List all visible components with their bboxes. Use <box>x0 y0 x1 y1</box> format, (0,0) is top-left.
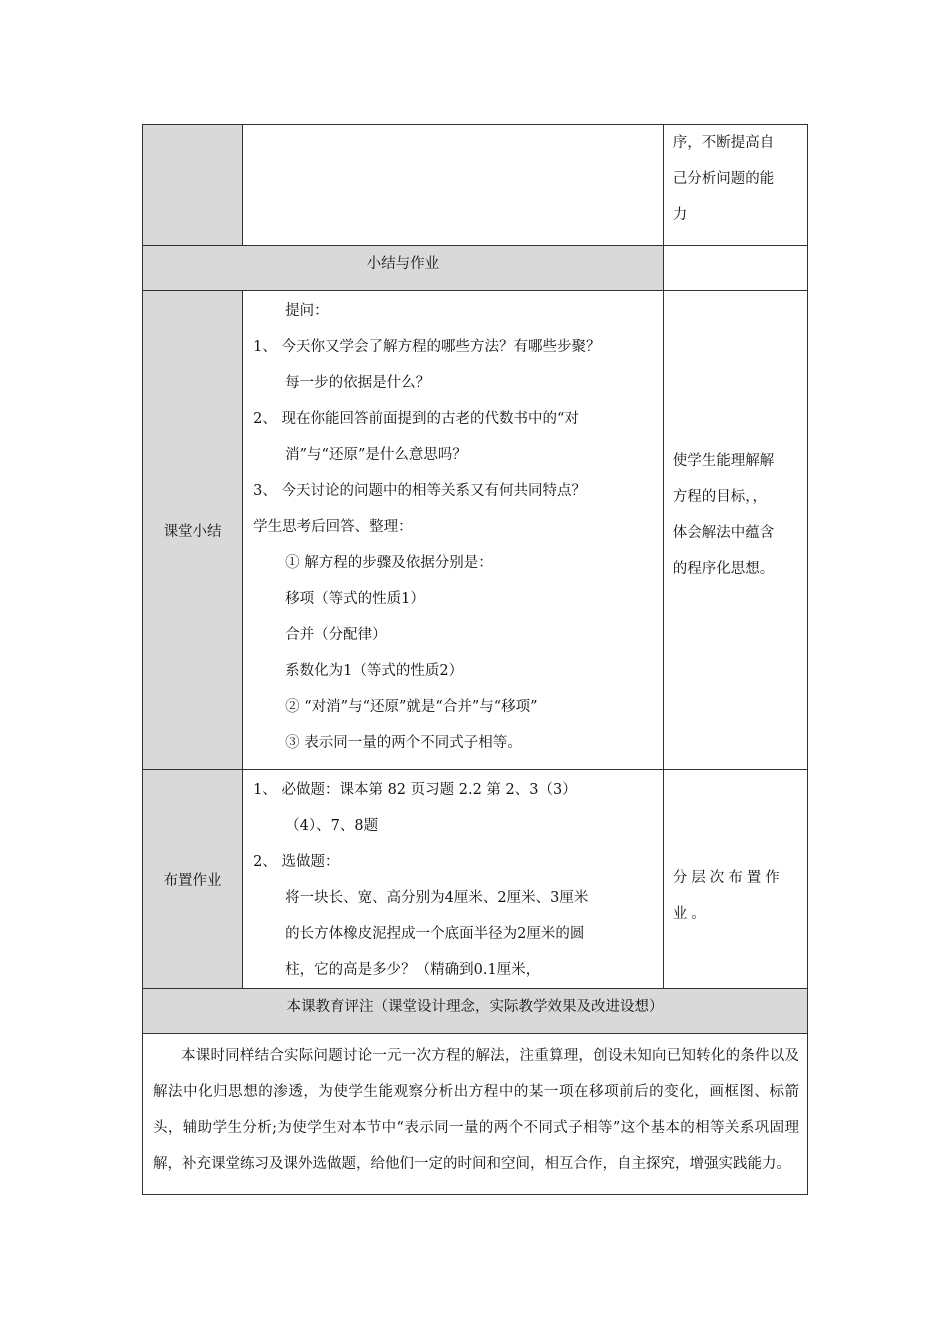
purpose-line: 业。 <box>672 906 710 922</box>
section-title: 小结与作业 <box>143 246 664 291</box>
continued-purpose-cell <box>663 125 807 246</box>
summary-line: 提问： <box>285 303 329 319</box>
homework-row <box>143 770 808 989</box>
summary-line: 学生思考后回答、整理： <box>253 519 413 535</box>
purpose-line: 序，不断提高自 <box>672 135 775 151</box>
summary-line: 1、 今天你又学会了解方程的哪些方法？有哪些步聚？ <box>253 339 601 355</box>
evaluation-cell <box>143 1034 808 1195</box>
evaluation-title: 本课教育评注（课堂设计理念，实际教学效果及改进设想） <box>143 989 808 1034</box>
homework-line: 2、 选做题： <box>253 854 340 870</box>
purpose-line: 使学生能理解解 <box>672 453 775 469</box>
purpose-line: 力 <box>672 207 688 223</box>
classroom-summary-label: 课堂小结 <box>143 291 243 770</box>
classroom-summary-purpose <box>663 291 807 770</box>
section-header-blank <box>663 246 807 291</box>
continued-row <box>143 125 808 246</box>
homework-purpose <box>663 770 807 989</box>
classroom-summary-content <box>243 291 664 770</box>
summary-line: 合并（分配律） <box>285 627 387 643</box>
continued-content-cell <box>243 125 664 246</box>
summary-line: ② “对消”与“还原”就是“合并”与“移项” <box>285 699 538 715</box>
homework-line: 将一块长、宽、高分别为4厘米、2厘米、3厘米 <box>285 890 589 906</box>
homework-line: 的长方体橡皮泥捏成一个底面半径为2厘米的圆 <box>285 926 585 942</box>
purpose-line: 方程的目标，， <box>672 489 768 505</box>
homework-content <box>243 770 664 989</box>
homework-line: 1、 必做题：课本第 82 页习题 2.2 第 2、3（3） <box>253 782 577 798</box>
summary-line: ① 解方程的步骤及依据分别是： <box>285 555 493 571</box>
evaluation-text: 本课时同样结合实际问题讨论一元一次方程的解法，注重算理，创设未知向已知转化的条件以及解法中化归思想的渗透，为使学生能观察分析出方程中的某一项在移项前后的变化，画框图、标箭头，辅助学生分析;为使学生对本节中“表示同一量的两个不同式子相等”这个基本的相等关系巩固理解，补充课堂练习及课外选做题，给他们一定的时间和空间，相互合作，自主探究，增强实践能力。 <box>153 1048 799 1172</box>
section-header-row <box>143 246 808 291</box>
summary-line: 2、 现在你能回答前面提到的古老的代数书中的“对 <box>253 411 579 427</box>
continued-label-cell <box>143 125 243 246</box>
purpose-line: 己分析问题的能 <box>672 171 775 187</box>
homework-line: 柱，它的高是多少？（精确到0.1厘米， <box>285 962 541 978</box>
purpose-line: 分层次布置作 <box>672 870 784 886</box>
purpose-line: 体会解法中蕴含 <box>672 525 775 541</box>
homework-label: 布置作业 <box>143 770 243 989</box>
homework-line: （4）、7、8题 <box>285 818 379 834</box>
evaluation-header-row <box>143 989 808 1034</box>
classroom-summary-row <box>143 291 808 770</box>
summary-line: 每一步的依据是什么？ <box>285 375 431 391</box>
summary-line: ③ 表示同一量的两个不同式子相等。 <box>285 735 522 751</box>
purpose-line: 的程序化思想。 <box>672 561 775 577</box>
summary-line: 系数化为1（等式的性质2） <box>285 663 464 679</box>
summary-line: 3、 今天讨论的问题中的相等关系又有何共同特点？ <box>253 483 586 499</box>
evaluation-row <box>143 1034 808 1195</box>
summary-line: 消”与“还原”是什么意思吗？ <box>285 447 467 463</box>
lesson-plan-table <box>142 124 808 1195</box>
summary-line: 移项（等式的性质1） <box>285 591 425 607</box>
